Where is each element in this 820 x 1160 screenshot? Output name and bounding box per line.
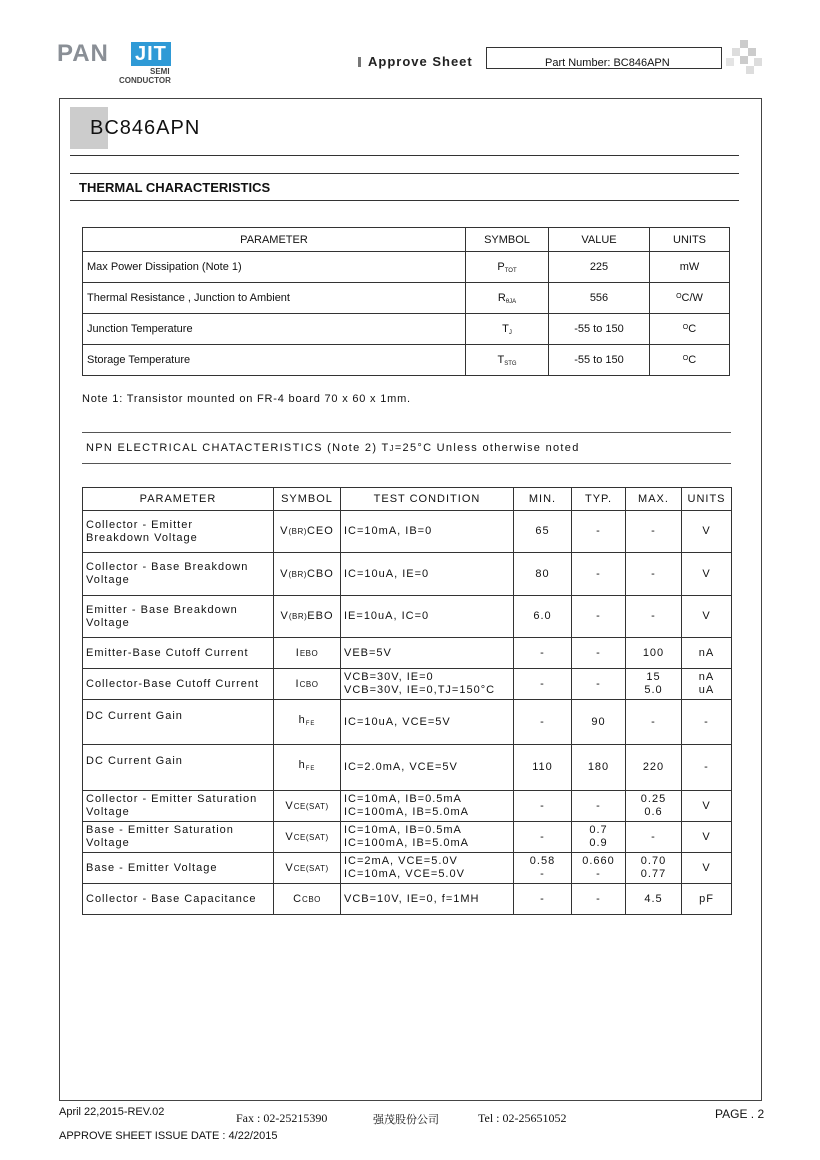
max-cell <box>626 669 682 700</box>
table-row <box>83 596 732 638</box>
param-cell <box>83 791 274 822</box>
typ-cell <box>572 822 626 853</box>
max-line-1: 0.25 <box>640 793 667 805</box>
symbol-main: V <box>280 525 289 537</box>
typ-cell: - <box>572 884 626 915</box>
logo-conductor-text: CONDUCTOR <box>119 76 171 85</box>
max-cell: 220 <box>626 745 682 791</box>
max-cell: - <box>626 822 682 853</box>
symbol-sub: STG <box>504 360 517 367</box>
param-line-1: Collector - Base Breakdown <box>86 561 249 573</box>
table-row <box>83 822 732 853</box>
symbol-main: V <box>285 830 294 843</box>
symbol-small: CE(SAT) <box>293 832 329 842</box>
unit-cell: V <box>682 596 732 638</box>
unit-main: C <box>688 323 697 335</box>
table-row <box>83 700 732 745</box>
issue-date: APPROVE SHEET ISSUE DATE : 4/22/2015 <box>59 1130 278 1142</box>
revision-date: April 22,2015-REV.02 <box>59 1106 165 1118</box>
typ-cell: - <box>572 638 626 669</box>
param-cell: Collector-Base Cutoff Current <box>83 669 274 700</box>
symbol-small: FE <box>305 766 316 772</box>
test-condition-cell <box>341 853 514 884</box>
unit-main: C/W <box>681 292 703 304</box>
symbol-main: T <box>502 322 509 335</box>
max-line-1: 0.70 <box>640 855 667 867</box>
col-symbol: SYMBOL <box>274 488 341 511</box>
unit-cell: V <box>682 853 732 884</box>
table-row <box>83 345 730 376</box>
test-condition-line-1: VCB=30V, IE=0 <box>344 671 434 683</box>
unit-line-1: nA <box>698 671 715 683</box>
symbol-main: I <box>295 646 300 659</box>
symbol-main: P <box>497 260 505 273</box>
symbol-main: V <box>285 861 294 874</box>
table-row <box>83 669 732 700</box>
unit-cell: V <box>682 791 732 822</box>
max-line-1: 15 <box>646 671 661 683</box>
value-cell: 556 <box>549 283 650 314</box>
symbol-cell <box>274 700 341 745</box>
max-cell: - <box>626 700 682 745</box>
max-line-2: 5.0 <box>644 684 663 696</box>
test-condition-cell <box>341 669 514 700</box>
param-cell: DC Current Gain <box>83 700 274 745</box>
value-cell: 225 <box>549 252 650 283</box>
symbol-cell <box>274 553 341 596</box>
test-condition-cell: VCB=10V, IE=0, f=1MH <box>341 884 514 915</box>
symbol-sub: θJA <box>505 298 517 305</box>
typ-cell: - <box>572 553 626 596</box>
symbol-main: h <box>298 759 306 771</box>
typ-line-1: 0.7 <box>589 824 608 836</box>
table-row <box>83 252 730 283</box>
test-condition-cell <box>341 822 514 853</box>
symbol-cell <box>466 345 549 376</box>
min-cell: - <box>514 822 572 853</box>
param-cell <box>83 553 274 596</box>
min-cell: - <box>514 700 572 745</box>
max-cell: 4.5 <box>626 884 682 915</box>
col-value: VALUE <box>549 228 650 252</box>
logo-jit-text: JIT <box>131 42 171 66</box>
typ-cell: - <box>572 669 626 700</box>
param-cell: Base - Emitter Voltage <box>83 853 274 884</box>
max-line-2: 0.77 <box>640 868 667 880</box>
symbol-tail: CBO <box>306 567 334 580</box>
symbol-small: CBO <box>302 894 321 904</box>
thermal-header-row <box>83 228 730 252</box>
table-row <box>83 638 732 669</box>
section-rule-bottom <box>70 200 739 201</box>
unit-main: mW <box>679 261 700 273</box>
col-parameter: PARAMETER <box>83 228 466 252</box>
test-condition-cell <box>341 791 514 822</box>
symbol-sub: J <box>508 329 512 336</box>
symbol-cell <box>466 283 549 314</box>
typ-cell: 180 <box>572 745 626 791</box>
max-cell <box>626 853 682 884</box>
npn-heading-sub: J <box>389 444 395 453</box>
thermal-table <box>82 227 730 376</box>
max-cell: - <box>626 596 682 638</box>
table-row <box>83 553 732 596</box>
table-row <box>83 283 730 314</box>
param-cell: DC Current Gain <box>83 745 274 791</box>
col-typ: TYP. <box>572 488 626 511</box>
param-line-2: Breakdown Voltage <box>86 531 198 544</box>
unit-cell: V <box>682 511 732 553</box>
symbol-main: V <box>280 567 289 580</box>
thermal-note: Note 1: Transistor mounted on FR-4 board 70 x 60 x 1mm. <box>82 393 411 405</box>
param-line-1: Base - Emitter Saturation <box>86 824 234 836</box>
param-cell: Emitter-Base Cutoff Current <box>83 638 274 669</box>
unit-cell <box>650 283 730 314</box>
table-row <box>83 745 732 791</box>
min-cell: - <box>514 669 572 700</box>
min-cell <box>514 853 572 884</box>
symbol-main: T <box>497 353 505 366</box>
company-name: 强茂股份公司 <box>373 1113 439 1126</box>
part-number-box: Part Number: BC846APN <box>486 47 722 69</box>
symbol-cell <box>274 884 341 915</box>
symbol-cell <box>274 596 341 638</box>
tel-number: Tel : 02-25651052 <box>478 1111 567 1125</box>
unit-cell: V <box>682 822 732 853</box>
symbol-small: CE(SAT) <box>293 863 329 873</box>
table-row <box>83 853 732 884</box>
npn-heading <box>86 442 580 454</box>
value-cell: -55 to 150 <box>549 314 650 345</box>
test-condition-cell: VEB=5V <box>341 638 514 669</box>
fax-number: Fax : 02-25215390 <box>236 1111 328 1125</box>
npn-heading-a: NPN ELECTRICAL CHATACTERISTICS (Note 2) T <box>86 442 390 454</box>
symbol-cell <box>274 511 341 553</box>
param-cell: Junction Temperature <box>83 314 466 345</box>
min-cell: - <box>514 638 572 669</box>
unit-cell: nA <box>682 638 732 669</box>
symbol-small: CE(SAT) <box>293 801 329 811</box>
col-test-condition: TEST CONDITION <box>341 488 514 511</box>
symbol-cell <box>274 745 341 791</box>
unit-cell: V <box>682 553 732 596</box>
param-cell: Storage Temperature <box>83 345 466 376</box>
typ-cell <box>572 853 626 884</box>
unit-cell <box>650 345 730 376</box>
param-line-1: Emitter - Base Breakdown <box>86 603 238 616</box>
col-symbol: SYMBOL <box>466 228 549 252</box>
min-cell: - <box>514 884 572 915</box>
table-row <box>83 884 732 915</box>
table-row <box>83 511 732 553</box>
typ-line-2: - <box>596 868 601 880</box>
unit-sup: O <box>682 324 689 331</box>
symbol-tail: EBO <box>307 610 334 622</box>
typ-line-1: 0.660 <box>582 855 615 867</box>
panjit-logo <box>57 40 177 88</box>
param-line-2: Voltage <box>86 837 130 849</box>
min-cell: 110 <box>514 745 572 791</box>
param-line-2: Voltage <box>86 806 130 818</box>
col-max: MAX. <box>626 488 682 511</box>
symbol-cell <box>274 791 341 822</box>
unit-cell: - <box>682 700 732 745</box>
npn-rule-top <box>82 432 731 433</box>
symbol-small: (BR) <box>288 569 307 579</box>
value-cell: -55 to 150 <box>549 345 650 376</box>
unit-cell: - <box>682 745 732 791</box>
test-condition-cell: IC=10uA, VCE=5V <box>341 700 514 745</box>
param-cell <box>83 511 274 553</box>
min-cell: - <box>514 791 572 822</box>
thermal-heading: THERMAL CHARACTERISTICS <box>79 180 271 195</box>
page-title: BC846APN <box>90 117 201 139</box>
symbol-cell <box>274 638 341 669</box>
test-condition-cell: IE=10uA, IC=0 <box>341 596 514 638</box>
page-number: PAGE . 2 <box>715 1107 765 1121</box>
unit-cell <box>650 314 730 345</box>
test-condition-line-2: VCB=30V, IE=0,TJ=150°C <box>344 684 496 696</box>
col-min: MIN. <box>514 488 572 511</box>
min-line-2: - <box>540 868 545 880</box>
typ-cell: - <box>572 511 626 553</box>
symbol-main: V <box>280 610 289 622</box>
symbol-small: EBO <box>299 648 319 658</box>
symbol-small: CBO <box>299 679 319 689</box>
approve-sheet-label: Approve Sheet <box>368 54 473 69</box>
max-cell: 100 <box>626 638 682 669</box>
symbol-sub: TOT <box>504 267 517 274</box>
test-condition-cell: IC=2.0mA, VCE=5V <box>341 745 514 791</box>
table-row <box>83 791 732 822</box>
max-cell: - <box>626 511 682 553</box>
test-condition-line-2: IC=100mA, IB=5.0mA <box>344 837 469 849</box>
symbol-main: V <box>285 799 294 812</box>
typ-line-2: 0.9 <box>589 837 608 849</box>
symbol-tail: CEO <box>306 525 334 537</box>
param-cell <box>83 596 274 638</box>
unit-line-2: uA <box>698 684 715 696</box>
test-condition-line-1: IC=10mA, IB=0.5mA <box>344 793 462 805</box>
symbol-small: (BR) <box>288 612 308 621</box>
test-condition-line-2: IC=100mA, IB=5.0mA <box>344 806 469 818</box>
symbol-small: (BR) <box>288 527 307 536</box>
test-condition-cell: IC=10mA, IB=0 <box>341 511 514 553</box>
symbol-cell <box>274 822 341 853</box>
param-cell: Collector - Base Capacitance <box>83 884 274 915</box>
test-condition-line-1: IC=10mA, IB=0.5mA <box>344 824 462 836</box>
min-cell: 65 <box>514 511 572 553</box>
param-cell: Thermal Resistance , Junction to Ambient <box>83 283 466 314</box>
col-units: UNITS <box>650 228 730 252</box>
col-parameter: PARAMETER <box>83 488 274 511</box>
unit-cell <box>650 252 730 283</box>
max-cell <box>626 791 682 822</box>
logo-semi-text: SEMI <box>150 67 170 76</box>
symbol-cell <box>466 314 549 345</box>
symbol-cell <box>274 669 341 700</box>
symbol-main: C <box>293 892 303 905</box>
symbol-main: h <box>298 713 306 726</box>
typ-cell: - <box>572 596 626 638</box>
table-row <box>83 314 730 345</box>
symbol-cell <box>274 853 341 884</box>
checker-decoration-icon <box>726 40 762 76</box>
param-line-2: Voltage <box>86 616 130 629</box>
min-cell: 6.0 <box>514 596 572 638</box>
npn-table <box>82 487 732 915</box>
param-line-2: Voltage <box>86 574 130 586</box>
symbol-small: FE <box>305 720 316 727</box>
max-line-2: 0.6 <box>644 806 663 818</box>
npn-heading-b: =25°C Unless otherwise noted <box>394 442 580 454</box>
col-units: UNITS <box>682 488 732 511</box>
param-line-1: Collector - Emitter Saturation <box>86 793 258 805</box>
symbol-main: R <box>497 291 506 304</box>
typ-cell: 90 <box>572 700 626 745</box>
unit-sup: O <box>676 293 682 300</box>
unit-cell <box>682 669 732 700</box>
min-cell: 80 <box>514 553 572 596</box>
symbol-main: I <box>295 677 300 690</box>
unit-sup: O <box>682 355 689 362</box>
section-rule-top <box>70 173 739 174</box>
param-line-1: Collector - Emitter <box>86 518 194 531</box>
test-condition-cell: IC=10uA, IE=0 <box>341 553 514 596</box>
param-cell: Max Power Dissipation (Note 1) <box>83 252 466 283</box>
npn-header-row <box>83 488 732 511</box>
test-condition-line-1: IC=2mA, VCE=5.0V <box>344 855 458 867</box>
approve-bar-marker <box>358 57 361 67</box>
npn-rule-bottom <box>82 463 731 464</box>
min-line-1: 0.58 <box>529 855 556 867</box>
typ-cell: - <box>572 791 626 822</box>
test-condition-line-2: IC=10mA, VCE=5.0V <box>344 868 465 880</box>
param-cell <box>83 822 274 853</box>
unit-cell: pF <box>682 884 732 915</box>
title-divider <box>70 155 739 156</box>
logo-pan-text: PAN <box>57 40 109 67</box>
symbol-cell <box>466 252 549 283</box>
unit-main: C <box>688 354 697 366</box>
max-cell: - <box>626 553 682 596</box>
